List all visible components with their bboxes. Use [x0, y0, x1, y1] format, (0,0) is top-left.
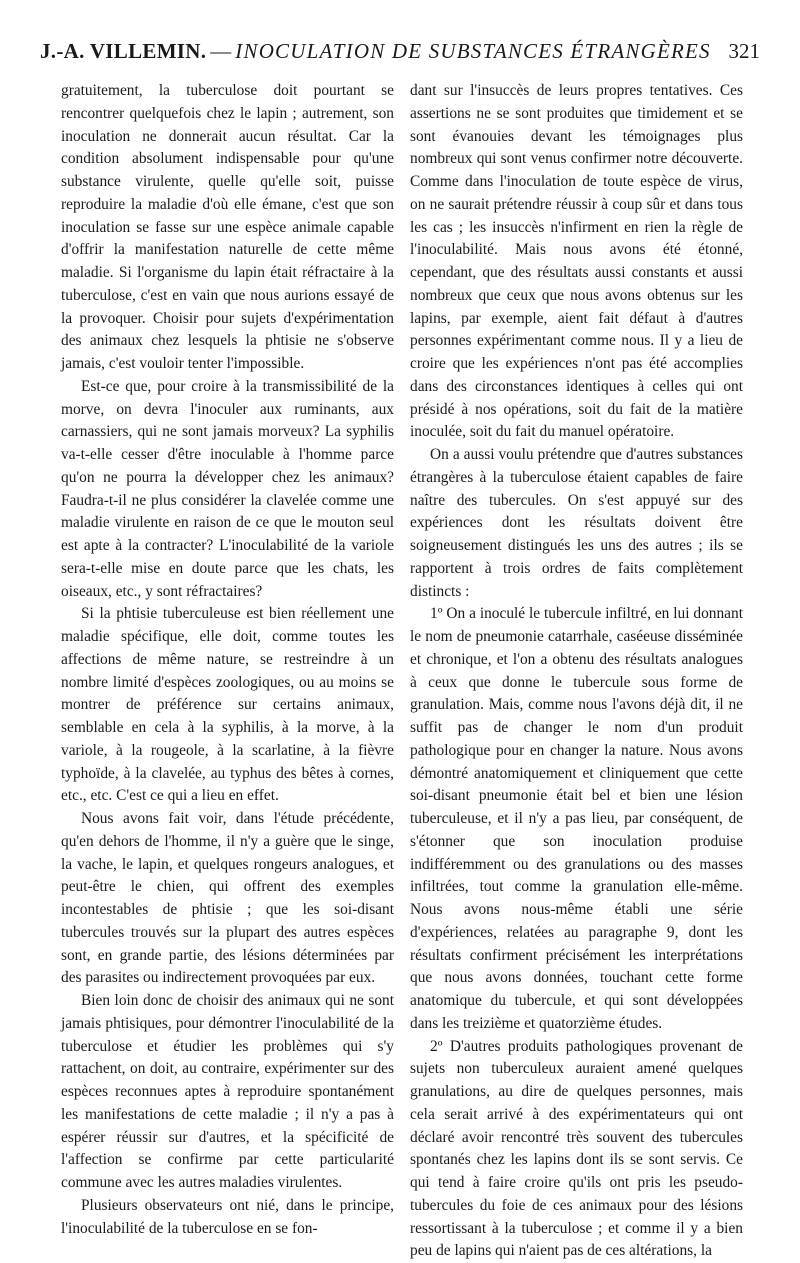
header-title: INOCULATION DE SUBSTANCES ÉTRANGÈRES: [235, 39, 710, 63]
left-paragraph-1: gratuitement, la tuberculose doit pourtant se rencontrer quelquefois chez le lapin ; autrement, son inoculation ne donnerait aucun résultat. Car la condition absolument indispensable pour qu'une substance virulente, quelle qu'elle soit, puisse reproduire la maladie d'où elle émane, c'est que son inoculation se fasse sur une espèce animale capable d'offrir la manifestation naturelle de cette même maladie. Si l'organisme du lapin était réfractaire à la tuberculose, c'est en vain que nous aurions essayé de la provoquer. Choisir pour sujets d'expérimentation des animaux chez lesquels la phtisie ne s'observe jamais, c'est vouloir tenter l'impossible.: [61, 80, 394, 376]
page-number: 321: [729, 36, 761, 66]
right-paragraph-1: dant sur l'insuccès de leurs propres tentatives. Ces assertions ne se sont produites que timidement et se sont évanouies devant les témoignages plus nombreux qui sont venus confirmer notre découverte. Comme dans l'inoculation de toute espèce de virus, on ne saurait prétendre réussir à coup sûr et dans tous les cas ; les insuccès n'infirment en rien la règle de l'inoculabilité. Mais nous avons été étonné, cependant, que des résultats aussi constants et aussi nombreux que ceux que nous avons obtenus sur les lapins, par exemple, aient fait défaut à d'autres personnes expérimentant comme nous. Il y a lieu de croire que les expériences n'ont pas été accomplies dans des circonstances identiques à celles qui ont présidé à nos opérations, soit du fait de la matière inoculée, soit du fait du manuel opératoire.: [410, 80, 743, 444]
header-author: J.-A. VILLEMIN.: [40, 39, 206, 63]
running-header: [40, 36, 760, 66]
left-paragraph-4: Nous avons fait voir, dans l'étude précédente, qu'en dehors de l'homme, il n'y a guère que le singe, la vache, le lapin, et quelques rongeurs analogues, et peut-être le chien, qui offrent des exemples incontestables de phtisie ; que les soi-disant tubercules trouvés sur la plupart des autres espèces sont, en grande partie, des lésions déterminées par des parasites ou indirectement provoquées par eux.: [61, 808, 394, 990]
right-paragraph-2: On a aussi voulu prétendre que d'autres substances étrangères à la tuberculose étaient capables de faire naître des tubercules. On s'est appuyé sur des expériences dont les résultats doivent être soigneusement distingués les uns des autres ; ils se rapportent à trois ordres de faits complètement distincts :: [410, 444, 743, 603]
left-paragraph-3: Si la phtisie tuberculeuse est bien réellement une maladie spécifique, elle doit, comme toutes les affections de même nature, se restreindre à un nombre limité d'espèces zoologiques, ou au moins se montrer de préférence sur certains animaux, semblable en cela à la syphilis, à la morve, à la variole, à la rougeole, à la scarlatine, à la fièvre typhoïde, à la clavelée, au typhus des bêtes à cornes, etc., etc. C'est ce qui a lieu en effet.: [61, 603, 394, 808]
left-paragraph-5: Bien loin donc de choisir des animaux qui ne sont jamais phtisiques, pour démontrer l'inoculabilité de la tuberculose et étudier les problèmes qui s'y rattachent, on doit, au contraire, expérimenter sur des espèces reconnues aptes à reproduire spontanément les manifestations de cette maladie ; il n'y a pas à espérer réussir sur d'autres, et la spécificité de l'affection se confirme par cette particularité commune avec les autres maladies virulentes.: [61, 990, 394, 1195]
header-dash: —: [210, 39, 231, 63]
left-paragraph-2: Est-ce que, pour croire à la transmissibilité de la morve, on devra l'inoculer aux ruminants, aux carnassiers, qui ne sont jamais morveux? La syphilis va-t-elle cesser d'être inoculable à l'homme parce qu'on ne pourra la développer chez les animaux? Faudra-t-il ne plus considérer la clavelée comme une maladie virulente en raison de ce que le mouton seul est apte à la contracter? L'inoculabilité de la variole sera-t-elle mise en doute parce que les chats, les oiseaux, etc., y sont réfractaires?: [61, 376, 394, 604]
left-paragraph-6: Plusieurs observateurs ont nié, dans le principe, l'inoculabilité de la tuberculose en se fon-: [61, 1195, 394, 1241]
right-paragraph-4: 2º D'autres produits pathologiques provenant de sujets non tuberculeux auraient amené quelques granulations, au dire de quelques personnes, mais cela serait arrivé à des expérimentateurs qui ont déclaré avoir rencontré très souvent des tubercules spontanés chez les lapins dont ils se sont servis. Ce qui tend à faire croire qu'ils ont pris les pseudo-tubercules du foie de ces animaux pour des lésions ressortissant à la tuberculose ; et comme il y a bien peu de lapins qui n'aient pas de ces altérations, la: [410, 1036, 743, 1263]
left-column: [61, 80, 394, 1240]
right-column: [410, 80, 743, 1263]
right-paragraph-3: 1º On a inoculé le tubercule infiltré, en lui donnant le nom de pneumonie catarrhale, caséeuse disséminée et chronique, et l'on a obtenu des résultats analogues à ceux que donne le tubercule sous forme de granulation. Mais, comme nous l'avons déjà dit, il ne suffit pas de changer le nom d'un produit pathologique pour en changer la nature. Nous avons démontré anatomiquement et cliniquement que cette soi-disant pneumonie était bel et bien une lésion tuberculeuse, et il n'y a pas lieu, par conséquent, de s'étonner que son inoculation produise indifféremment ou des granulations ou des masses infiltrées, tout comme la granulation elle-même. Nous avons nous-même établi une série d'expériences, relatées au paragraphe 9, dont les résultats confirment précisément les interprétations que nous avons données, touchant cette forme anatomique du tubercule, et qui sont développées dans les treizième et quatorzième études.: [410, 603, 743, 1035]
